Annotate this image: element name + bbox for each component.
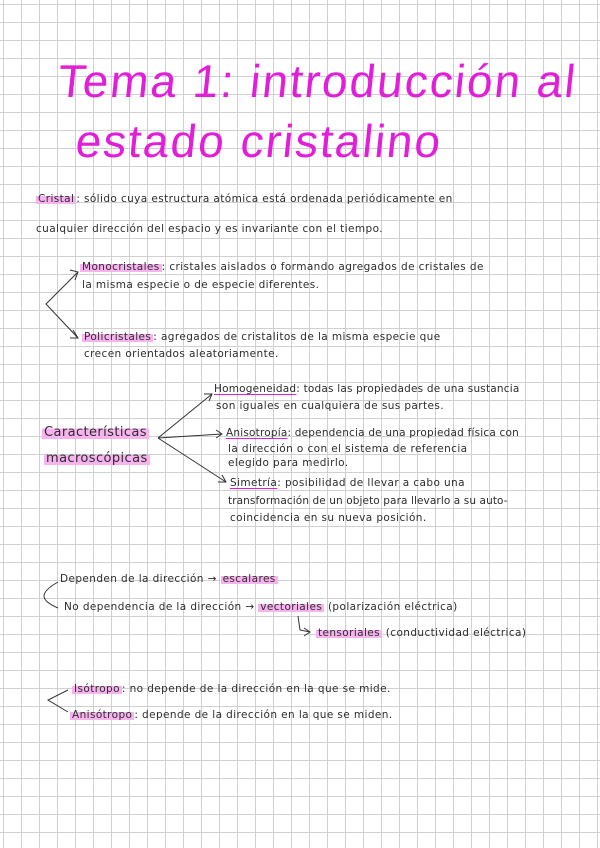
direccion-line1: Dependen de la dirección → escalares bbox=[60, 573, 276, 585]
anisotropia-arrow bbox=[158, 434, 222, 438]
simetria-line1: Simetría: posibilidad de llevar a cabo una bbox=[230, 477, 465, 489]
homogeneidad-line1: Homogeneidad: todas las propiedades de una sustancia bbox=[214, 383, 520, 395]
caracteristicas-label-1: Características bbox=[44, 425, 147, 440]
homogeneidad-line2: son iguales en cualquiera de sus partes. bbox=[216, 400, 444, 412]
simetria-arrow bbox=[158, 438, 226, 482]
simetria-term: Simetría bbox=[230, 477, 278, 489]
direccion-line3: tensoriales (conductividad eléctrica) bbox=[318, 627, 527, 639]
anisotropia-line1: Anisotropía: dependencia de una propiedad física con bbox=[226, 427, 519, 439]
caracteristicas-label-2: macroscópicas bbox=[46, 451, 148, 466]
monocristales-line2: la misma especie o de especie diferentes. bbox=[82, 279, 320, 291]
tensoriales-term: tensoriales bbox=[318, 627, 381, 639]
tensoriales-arrowhead bbox=[304, 628, 310, 636]
policristales-def-1: : agregados de cristalitos de la misma especie que bbox=[153, 331, 441, 343]
anisotropia-line3: elegido para medirlo. bbox=[228, 457, 349, 469]
isotropo-line: Isótropo : no depende de la dirección en la que se mide. bbox=[74, 683, 391, 695]
escalares-term: escalares bbox=[222, 573, 276, 585]
monocristales-term: Monocristales bbox=[82, 261, 160, 273]
direccion-line2: No dependencia de la dirección → vectoriales (polarización eléctrica) bbox=[64, 601, 458, 613]
anisotropo-term: Anisótropo bbox=[72, 709, 133, 721]
cristal-definition-line2: cualquier dirección del espacio y es invariante con el tiempo. bbox=[36, 223, 383, 235]
anisotropia-term: Anisotropía bbox=[226, 427, 288, 439]
cristal-def-1: : sólido cuya estructura atómica está ordenada periódicamente en bbox=[76, 193, 453, 205]
anisotropia-line2: la dirección o con el sistema de referencia bbox=[228, 443, 468, 455]
policristales-line2: crecen orientados aleatoriamente. bbox=[84, 348, 279, 360]
vectoriales-term: vectoriales bbox=[260, 601, 323, 613]
cristal-branch-arrow bbox=[46, 272, 78, 338]
homogeneidad-arrow bbox=[158, 394, 212, 438]
isotropo-bracket bbox=[48, 690, 68, 712]
page-title-line1: Tema 1: introducción al bbox=[55, 55, 580, 107]
isotropo-term: Isótropo bbox=[74, 683, 120, 695]
direccion-bracket bbox=[44, 582, 58, 608]
simetria-line2: transformación de un objeto para llevarlo a su auto- bbox=[228, 495, 508, 507]
monocristales-def-1: : cristales aislados o formando agregados de cristales de bbox=[161, 261, 484, 273]
tensoriales-arrow bbox=[298, 616, 310, 632]
policristales-term: Policristales bbox=[84, 331, 152, 343]
page-title-line2: estado cristalino bbox=[73, 115, 446, 167]
anisotropo-line: Anisótropo : depende de la dirección en la que se miden. bbox=[72, 709, 393, 721]
simetria-line3: coincidencia en su nueva posición. bbox=[230, 512, 427, 524]
cristal-term: Cristal bbox=[38, 193, 75, 205]
homogeneidad-term: Homogeneidad bbox=[214, 383, 297, 395]
